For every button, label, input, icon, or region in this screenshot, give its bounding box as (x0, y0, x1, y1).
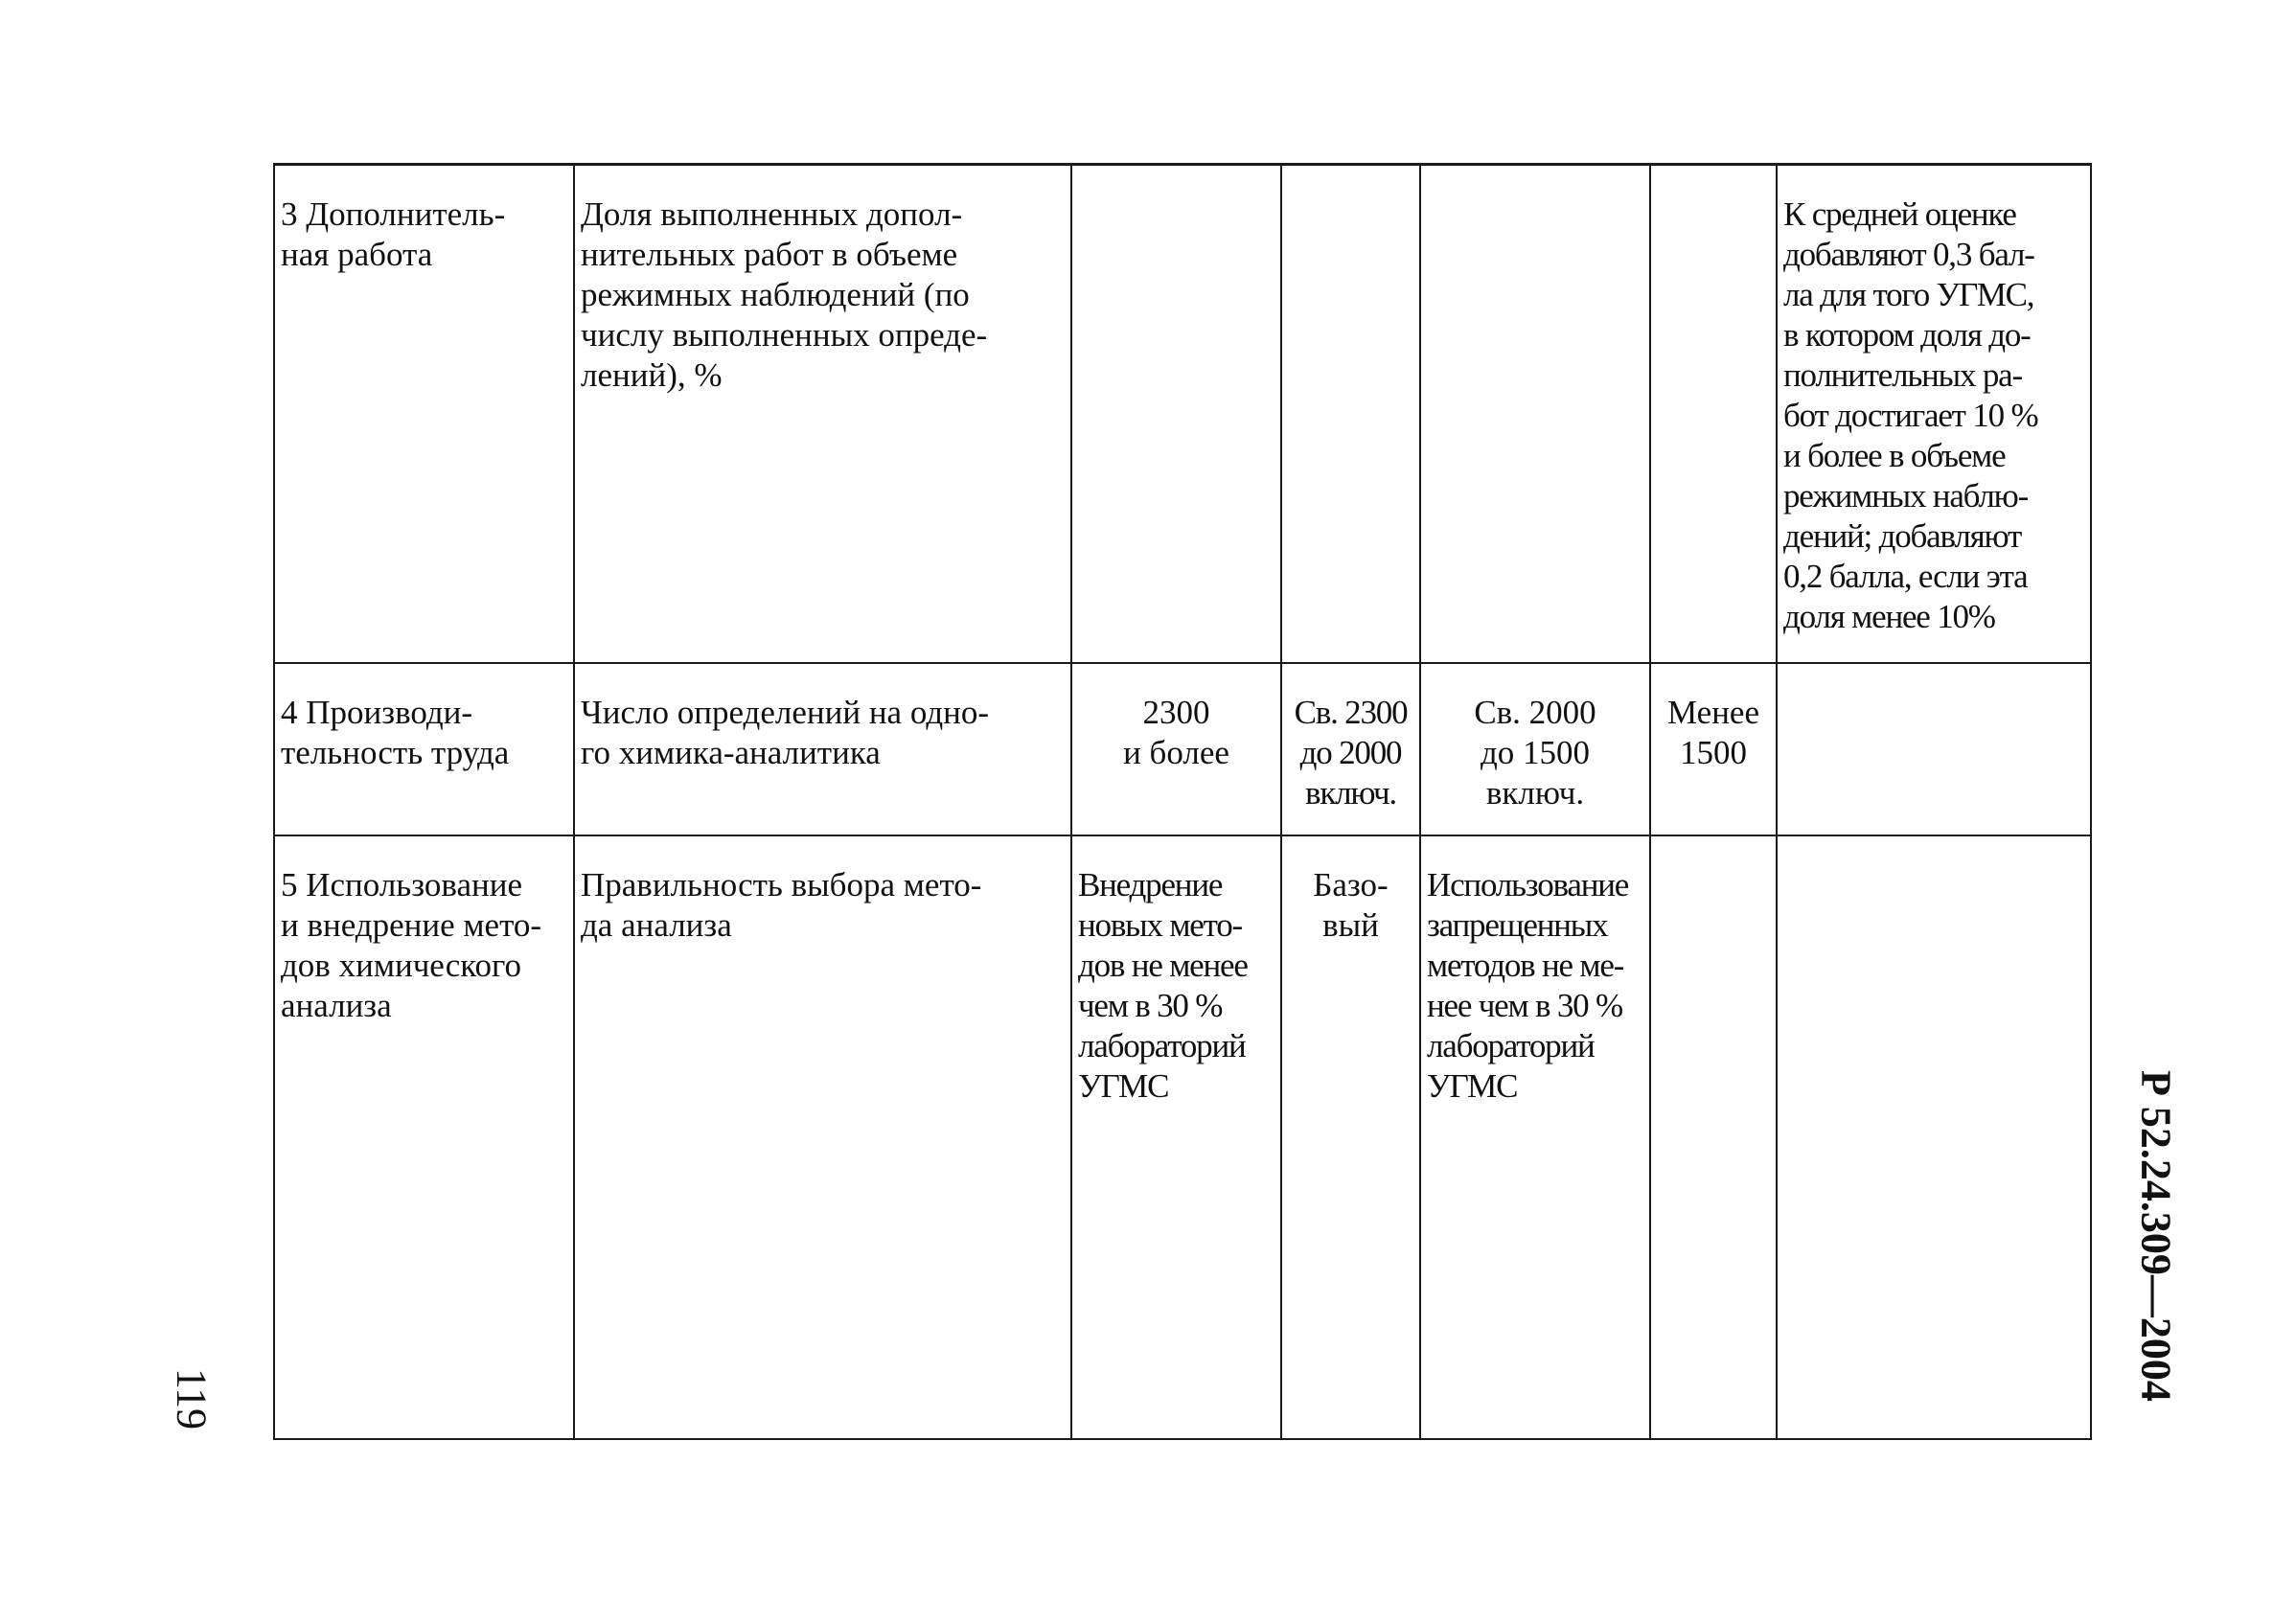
table-row (274, 165, 2091, 663)
indicator-cell: 3 Дополнитель- ная работа (274, 165, 574, 663)
grade-good-cell (1281, 165, 1420, 663)
table-row (274, 663, 2091, 835)
criterion-cell: Правильность выбора мето- да анализа (574, 835, 1071, 1439)
note-cell (1777, 835, 2091, 1439)
criterion-cell: Доля выполненных допол- нительных работ в объеме режимных наблюдений (по числу выполненных опреде- лений), % (574, 165, 1071, 663)
grade-satisfactory-cell: Св. 2000 до 1500 включ. (1420, 663, 1650, 835)
grade-satisfactory-cell: Использование запрещенных методов не ме- нее чем в 30 % лабораторий УГМС (1420, 835, 1650, 1439)
evaluation-table (273, 163, 2092, 1440)
grade-good-cell: Св. 2300 до 2000 включ. (1281, 663, 1420, 835)
grade-excellent-cell: Внедрение новых мето- дов не менее чем в 30 % лабораторий УГМС (1071, 835, 1281, 1439)
indicator-cell: 4 Производи- тельность труда (274, 663, 574, 835)
criterion-cell: Число определений на одно- го химика-аналитика (574, 663, 1071, 835)
document-code: Р 52.24.309—2004 (2132, 1070, 2180, 1402)
page-number: 119 (168, 1367, 216, 1430)
grade-excellent-cell (1071, 165, 1281, 663)
grade-unsatisfactory-cell (1650, 165, 1777, 663)
grade-unsatisfactory-cell (1650, 835, 1777, 1439)
grade-satisfactory-cell (1420, 165, 1650, 663)
indicator-cell: 5 Использование и внедрение мето- дов химического анализа (274, 835, 574, 1439)
table-row (274, 835, 2091, 1439)
grade-unsatisfactory-cell: Менее 1500 (1650, 663, 1777, 835)
grade-excellent-cell: 2300 и более (1071, 663, 1281, 835)
note-cell: К средней оценке добавляют 0,3 бал- ла для того УГМС, в котором доля до- полнительных ра- бот достигает 10 % и более в объеме режимных наблю- дений; добавляют 0,2 балла, если эта доля менее 10% (1777, 165, 2091, 663)
note-cell (1777, 663, 2091, 835)
grade-good-cell: Базо- вый (1281, 835, 1420, 1439)
